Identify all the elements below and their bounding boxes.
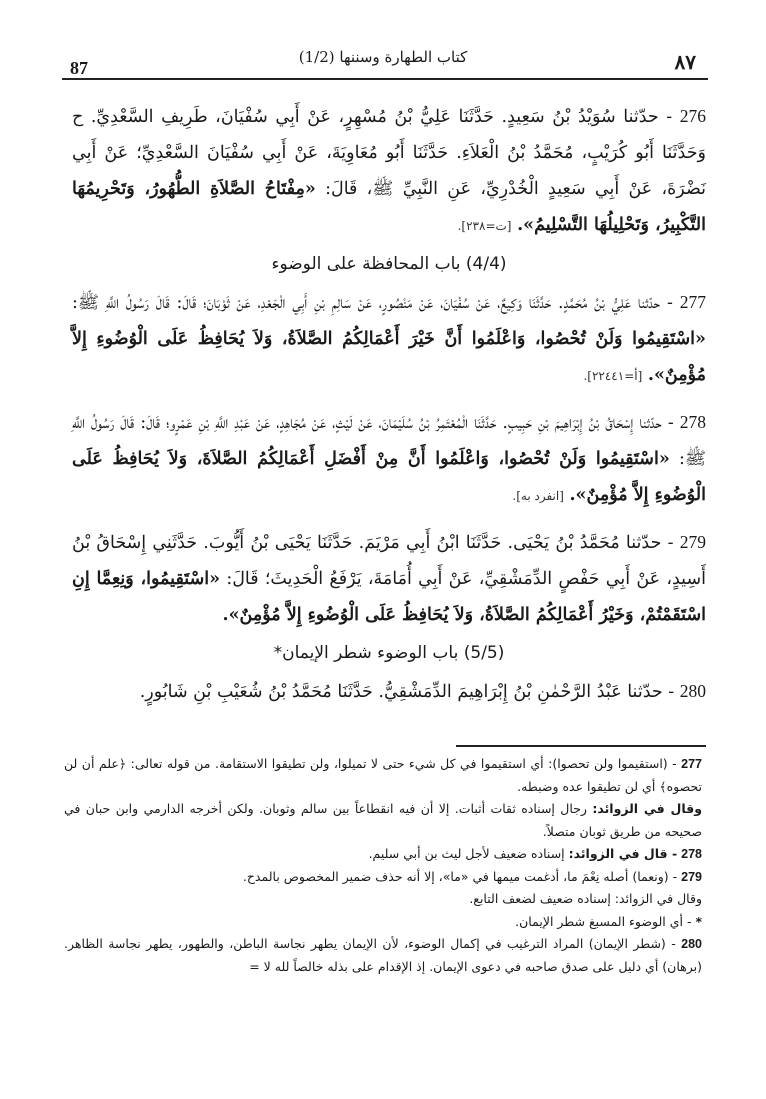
footnote-text: - (استقيموا ولن تحصوا): أي استقيموا في كل شيء حتى لا تميلوا، ولن تطيقوا الاستقامة. من قوله تعالى: ﴿علم أن لن تحصوه﴾ أي لن تطيقوا عده وضبطه. (64, 756, 702, 794)
hadith-reference: [انفرد به]. (512, 489, 564, 503)
footnote-number: 277 (681, 757, 702, 771)
hadith-number: 279 (679, 532, 706, 552)
main-text (72, 98, 706, 720)
hadith-278 (72, 404, 706, 514)
footnotes (64, 753, 702, 978)
header-rule (62, 78, 708, 80)
page-number-arabic: ٨٧ (674, 50, 696, 74)
running-title: (1/2) كتاب الطهارة وسننها (298, 48, 468, 66)
footnote-star (64, 911, 702, 934)
footnote-text: - (شطر الإيمان) المراد الترغيب في إكمال الوضوء، لأن الإيمان يطهر نجاسة الباطن، والطهور، يطهر نجاسة الظاهر. (برهان) أي دليل على صدق صاحبه في دعوى الإيمان. إذ الإقدام على بذله خالصاً لله لا = (64, 936, 702, 974)
hadith-isnad: - حدّثنا سُوَيْدُ بْنُ سَعِيدٍ. حَدَّثَنَا عَلِيُّ بْنُ مُسْهِرٍ، عَنْ أَبِي سُفْيَانَ، طَرِيفِ السَّعْدِيِّ. ح وَحَدَّثَنَا أَبُو كُرَيْبٍ، مُحَمَّدُ بْنُ الْعَلاَءِ. حَدَّثَنَا أَبُو مُعَاوِيَةَ، عَنْ أَبِي سُفْيَانَ السَّعْدِيِّ؛ عَنْ أَبِي نَضْرَةَ، عَنْ أَبِي سَعِيدٍ الْخُدْرِيِّ، عَنِ النَّبِيِّ ﷺ، قَالَ: (72, 107, 706, 199)
footnote-rule (456, 745, 706, 747)
hadith-matn: «اسْتَقِيمُوا وَلَنْ تُحْصُوا، وَاعْلَمُوا أَنَّ مِنْ أَفْضَلِ أَعْمَالِكُمُ الصَّلاَةَ، وَلاَ يُحَافِظُ عَلَى الْوُضُوءِ إِلاَّ مُؤْمِنٌ». (72, 449, 706, 505)
footnote-278 (64, 843, 702, 866)
hadith-matn: «اسْتَقِيمُوا، وَنِعِمَّا إِنِ اسْتَقَمْتُمْ، وَخَيْرُ أَعْمَالِكُمُ الصَّلاَةُ، وَلاَ يُحَافِظُ عَلَى الْوُضُوءِ إِلاَّ مُؤْمِنٌ». (72, 569, 706, 625)
footnote-text: - (ونعما) أصله نِعْمَ ما، أدغمت ميمها في «ما»، إلا أنه حذف ضمير المخصوص بالمدح. (242, 868, 678, 884)
hadith-reference: [ت=٢٣٨]. (457, 219, 512, 233)
chapter-heading: (4/4) باب المحافظة على الوضوء (271, 254, 507, 274)
footnote-number: 280 (681, 937, 702, 951)
hadith-isnad: - حدّثنا عَبْدُ الرَّحْمٰنِ بْنُ إِبْرَاهِيمَ الدِّمَشْقِيُّ. حَدَّثَنَا مُحَمَّدُ بْنُ شُعَيْبِ بْنِ شَابُورٍ. (139, 682, 675, 702)
footnote-280 (64, 933, 702, 978)
footnote-279-zawaid: وقال في الزوائد: إسناده ضعيف لضعف التابع. (469, 891, 702, 906)
chapter-heading: (5/5) باب الوضوء شطر الإيمان* (273, 643, 505, 663)
hadith-number: 276 (679, 106, 706, 126)
hadith-number: 277 (679, 292, 706, 312)
hadith-matn: «مِفْتَاحُ الصَّلاَةِ الطُّهُورُ، وَتَحْرِيمُهَا التَّكْبِيرُ، وَتَحْلِيلُهَا التَّسْلِيمُ». (72, 179, 706, 235)
footnote-text: إسناده ضعيف لأجل ليث بن أبي سليم. (368, 846, 565, 861)
page-header (50, 44, 716, 84)
hadith-number: 278 (679, 412, 706, 432)
footnote-label: وقال في الزوائد: (592, 801, 702, 816)
hadith-number: 280 (679, 681, 706, 701)
footnote-star-mark: * (695, 913, 702, 929)
hadith-isnad: - حدّثنا عَلِيُّ بْنُ مُحَمَّدٍ. حَدَّثَنَا وَكِيعٌ، عَنْ سُفْيَانَ، عَنْ مَنْصُورٍ، عَنْ سَالِمِ بْنِ أَبِي الْجَعْدِ، عَنْ ثَوْبَانَ؛ قَالَ: قَالَ رَسُولُ اللَّهِ ﷺ: (72, 293, 673, 313)
footnote-277-zawaid (64, 798, 702, 843)
hadith-reference: [أ=٢٢٤٤١]. (583, 369, 643, 383)
hadith-277 (72, 284, 706, 394)
page-number-latin: 87 (70, 58, 88, 78)
hadith-279 (72, 524, 706, 633)
hadith-matn: «اسْتَقِيمُوا وَلَنْ تُحْصُوا، وَاعْلَمُوا أَنَّ خَيْرَ أَعْمَالِكُمُ الصَّلاَةُ، وَلاَ يُحَافِظُ عَلَى الْوُضُوءِ إِلاَّ مُؤْمِنٌ». (72, 329, 706, 385)
footnote-label: - قال في الزوائد: (568, 846, 678, 861)
footnote-text: رجال إسناده ثقات أثبات. إلا أن فيه انقطاعاً بين سالم وثوبان. ولكن أخرجه الدارمي وابن حبان في صحيحه من طريق ثوبان متصلاً. (64, 801, 702, 839)
footnote-277 (64, 753, 702, 798)
hadith-isnad: - حدّثنا إِسْحَاقُ بْنُ إِبْرَاهِيمَ بْنِ حَبِيبٍ. حَدَّثَنَا الْمُعْتَمِرُ بْنُ سُلَيْمَانَ، عَنْ لَيْثٍ، عَنْ مُجَاهِدٍ، عَنْ عَبْدِ اللَّهِ بْنِ عَمْرٍو؛ قَالَ: قَالَ رَسُولُ اللَّهِ ﷺ: (72, 413, 706, 469)
footnote-number: 279 (681, 869, 702, 884)
hadith-isnad: - حدّثنا مُحَمَّدُ بْنُ يَحْيَى. حَدَّثَنَا ابْنُ أَبِي مَرْيَمَ. حَدَّثَنَا يَحْيَى بْنُ أَيُّوبَ. حَدَّثَنِي إِسْحَاقُ بْنُ أَسِيدٍ، عَنْ أَبِي حَفْصٍ الدِّمَشْقِيِّ، عَنْ أَبِي أُمَامَةَ، يَرْفَعُ الْحَدِيثَ؛ قَالَ: (72, 533, 706, 589)
footnote-279 (64, 866, 702, 889)
hadith-280 (72, 673, 706, 710)
footnote-text: - أي الوضوء المسبغ شطر الإيمان. (515, 913, 692, 929)
footnote-number: 278 (681, 847, 702, 861)
hadith-276 (72, 98, 706, 244)
